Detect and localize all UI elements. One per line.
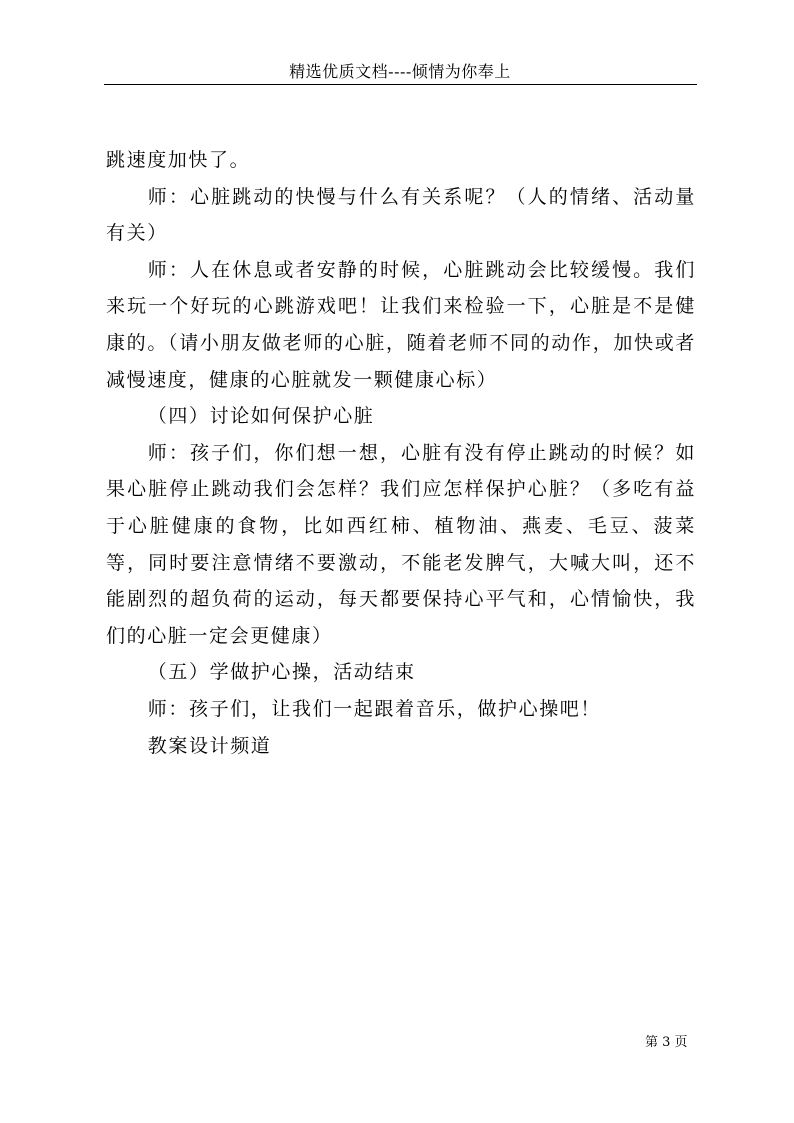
paragraph-8: 教案设计频道 (147, 734, 272, 757)
page-header-title: 精选优质文档----倾情为你奉上 (289, 62, 511, 81)
paragraph-3: 师：人在休息或者安静的时候，心脏跳动会比较缓慢。我们来玩一个好玩的心跳游戏吧！让我们来检验一下，心脏是不是健康的。（请小朋友做老师的心脏，随着老师不同的动作，加快或者减慢速度，健康的心脏就发一颗健康心标） (106, 258, 696, 391)
document-body (106, 142, 696, 764)
paragraph-7: 师：孩子们，让我们一起跟着音乐，做护心操吧！ (147, 697, 601, 720)
header-divider (104, 84, 697, 85)
paragraph-2: 师：心脏跳动的快慢与什么有关系呢？（人的情绪、活动量有关） (106, 185, 696, 245)
section-heading-4: （四）讨论如何保护心脏 (147, 405, 375, 428)
paragraph-5: 师：孩子们，你们想一想，心脏有没有停止跳动的时候？如果心脏停止跳动我们会怎样？我们应怎样保护心脏？（多吃有益于心脏健康的食物，比如西红柿、植物油、燕麦、毛豆、菠菜等，同时要注意情绪不要激动，不能老发脾气，大喊大叫，还不能剧烈的超负荷的运动，每天都要保持心平气和，心情愉快，我们的心脏一定会更健康） (106, 441, 696, 647)
paragraph-1: 跳速度加快了。 (106, 149, 251, 171)
section-heading-5: （五）学做护心操，活动结束 (147, 661, 416, 684)
page-number: 第 3 页 (645, 1035, 688, 1050)
